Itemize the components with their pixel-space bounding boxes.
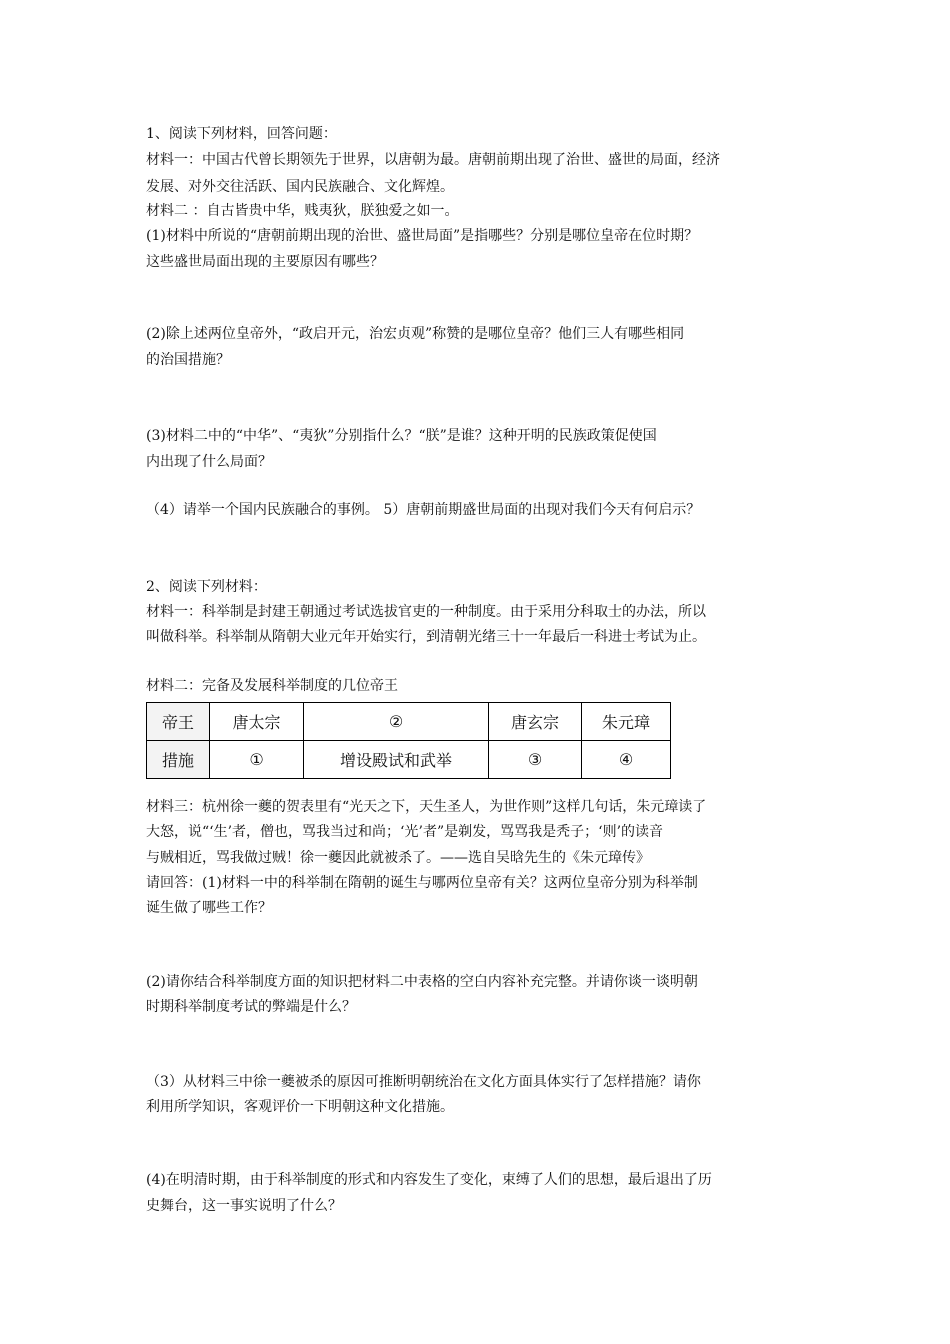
q2-sub-4-line-2: 史舞台，这一事实说明了什么？ [146, 1198, 342, 1214]
q2-ask-line-1: 请回答：(1)材料一中的科举制在隋朝的诞生与哪两位皇帝有关？这两位皇帝分别为科举制 [146, 875, 698, 891]
q2-sub-4-line-1: (4)在明清时期，由于科举制度的形式和内容发生了变化，束缚了人们的思想，最后退出了历 [146, 1172, 712, 1188]
table-cell: 朱元璋 [582, 703, 671, 741]
q1-sub-3-line-2: 内出现了什么局面？ [146, 454, 272, 470]
q2-sub-3-line-2: 利用所学知识，客观评价一下明朝这种文化措施。 [146, 1099, 454, 1115]
question-2-title: 2、阅读下列材料： [146, 579, 267, 595]
q2-ask-line-2: 诞生做了哪些工作？ [146, 900, 272, 916]
table-cell: ① [210, 741, 304, 779]
table-row [147, 741, 671, 779]
q2-material-3-line-3: 与贼相近，骂我做过贼！徐一夔因此就被杀了。——选自吴晗先生的《朱元璋传》 [146, 850, 650, 866]
table-cell: 唐太宗 [210, 703, 304, 741]
q1-sub-1-line-1: (1)材料中所说的“唐朝前期出现的治世、盛世局面”是指哪些？分别是哪位皇帝在位时期？ [146, 228, 699, 244]
table-cell: 唐玄宗 [489, 703, 582, 741]
table-cell: ④ [582, 741, 671, 779]
table-cell: 增设殿试和武举 [304, 741, 489, 779]
table-row [147, 703, 671, 741]
table-cell: ② [304, 703, 489, 741]
q1-material-2: 材料二 ：自古皆贵中华，贱夷狄，朕独爱之如一。 [146, 203, 459, 219]
q2-sub-2-line-1: (2)请你结合科举制度方面的知识把材料二中表格的空白内容补充完整。并请你谈一谈明朝 [146, 974, 698, 990]
q1-sub-2-line-2: 的治国措施？ [146, 352, 230, 368]
table-header-cell: 帝王 [147, 703, 210, 741]
q2-sub-3-line-1: （3）从材料三中徐一夔被杀的原因可推断明朝统治在文化方面具体实行了怎样措施？请你 [146, 1074, 701, 1090]
q1-material-1-line-1: 材料一：中国古代曾长期领先于世界，以唐朝为最。唐朝前期出现了治世、盛世的局面，经济 [146, 152, 720, 168]
q2-material-3-line-1: 材料三：杭州徐一夔的贺表里有“光天之下，天生圣人，为世作则”这样几句话，朱元璋读了 [146, 799, 707, 815]
q1-sub-3-line-1: (3)材料二中的“中华”、“夷狄”分别指什么？“朕”是谁？这种开明的民族政策促使国 [146, 428, 657, 444]
table-header-cell: 措施 [147, 741, 210, 779]
q2-material-1-line-1: 材料一：科举制是封建王朝通过考试选拔官吏的一种制度。由于采用分科取士的办法，所以 [146, 604, 706, 620]
q2-material-2-title: 材料二：完备及发展科举制度的几位帝王 [146, 678, 398, 694]
q2-material-3-line-2: 大怒，说“‘生’者，僧也，骂我当过和尚；‘光’者”是剃发，骂骂我是秃子；‘则’的读音 [146, 824, 664, 840]
q2-material-1-line-2: 叫做科举。科举制从隋朝大业元年开始实行，到清朝光绪三十一年最后一科进士考试为止。 [146, 629, 706, 645]
q1-sub-4: （4）请举一个国内民族融合的事例。 5）唐朝前期盛世局面的出现对我们今天有何启示？ [146, 502, 701, 518]
q1-sub-1-line-2: 这些盛世局面出现的主要原因有哪些？ [146, 254, 384, 270]
q1-sub-2-line-1: (2)除上述两位皇帝外，“政启开元，治宏贞观”称赞的是哪位皇帝？他们三人有哪些相同 [146, 326, 685, 342]
q2-sub-2-line-2: 时期科举制度考试的弊端是什么？ [146, 999, 356, 1015]
question-1-title: 1、阅读下列材料，回答问题： [146, 126, 337, 142]
table-cell: ③ [489, 741, 582, 779]
emperor-measures-table [146, 702, 671, 779]
q1-material-1-line-2: 发展、对外交往活跃、国内民族融合、文化辉煌。 [146, 179, 454, 195]
